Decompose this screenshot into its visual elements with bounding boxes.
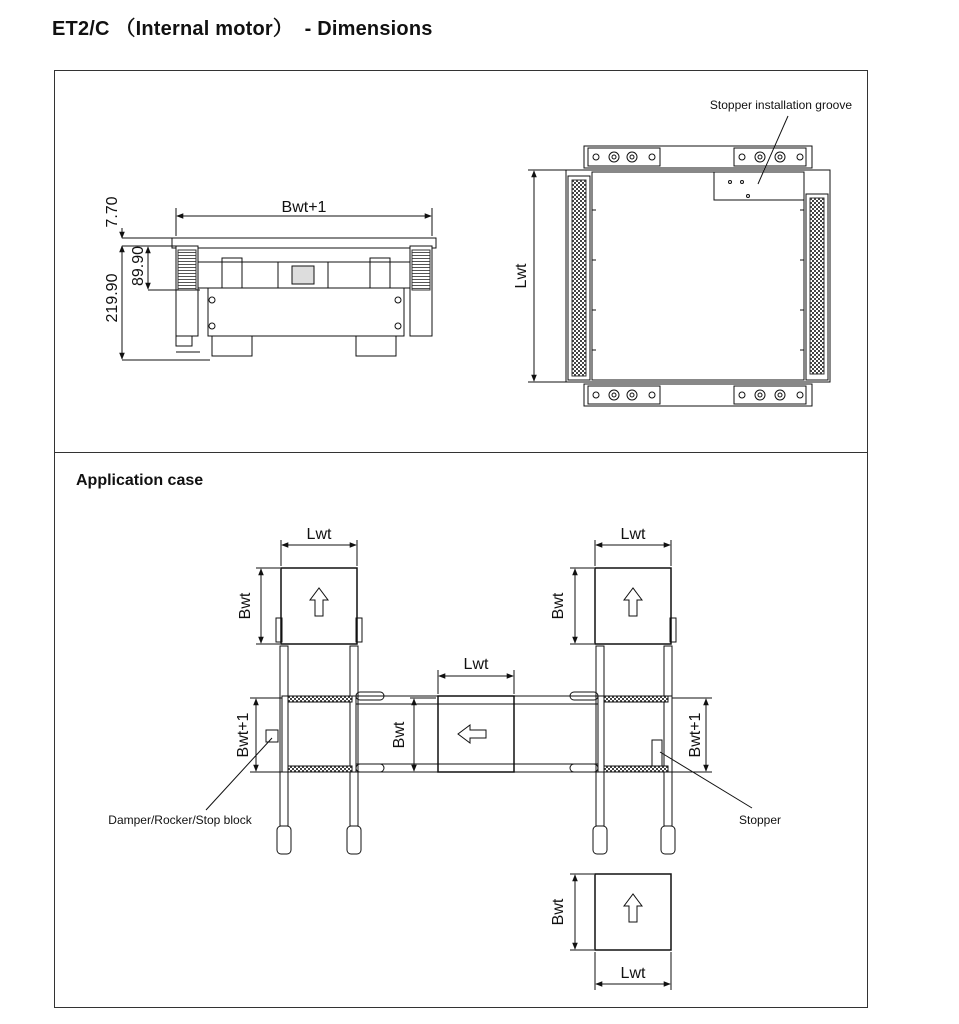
page-title: ET2/C （Internal motor） - Dimensions	[52, 18, 433, 40]
right-bwt1-label: Bwt+1	[687, 712, 704, 758]
front-gap-label: 7.70	[104, 196, 121, 228]
center-lwt-label: Lwt	[463, 656, 489, 673]
stopper-callout: Stopper	[738, 813, 782, 827]
front-view	[122, 208, 436, 360]
center-bwt-label: Bwt	[391, 721, 408, 749]
left-bwt-label: Bwt	[237, 592, 254, 620]
left-lwt-label: Lwt	[306, 526, 332, 543]
top-length-label: Lwt	[513, 263, 530, 289]
bracket-holes	[593, 152, 803, 400]
left-bwt1-label: Bwt+1	[235, 712, 252, 758]
front-total-height-label: 219.90	[104, 273, 121, 323]
bottom-bwt-label: Bwt	[550, 898, 567, 926]
damper-callout: Damper/Rocker/Stop block	[108, 813, 252, 827]
stopper-groove-callout: Stopper installation groove	[709, 98, 852, 112]
right-lwt-label: Lwt	[620, 526, 646, 543]
application-section-title: Application case	[76, 472, 204, 489]
right-bwt-label: Bwt	[550, 592, 567, 620]
application-drawing	[206, 540, 752, 990]
front-width-label: Bwt+1	[281, 199, 327, 216]
bottom-lwt-label: Lwt	[620, 965, 646, 982]
front-inner-height-label: 89.90	[130, 245, 147, 287]
